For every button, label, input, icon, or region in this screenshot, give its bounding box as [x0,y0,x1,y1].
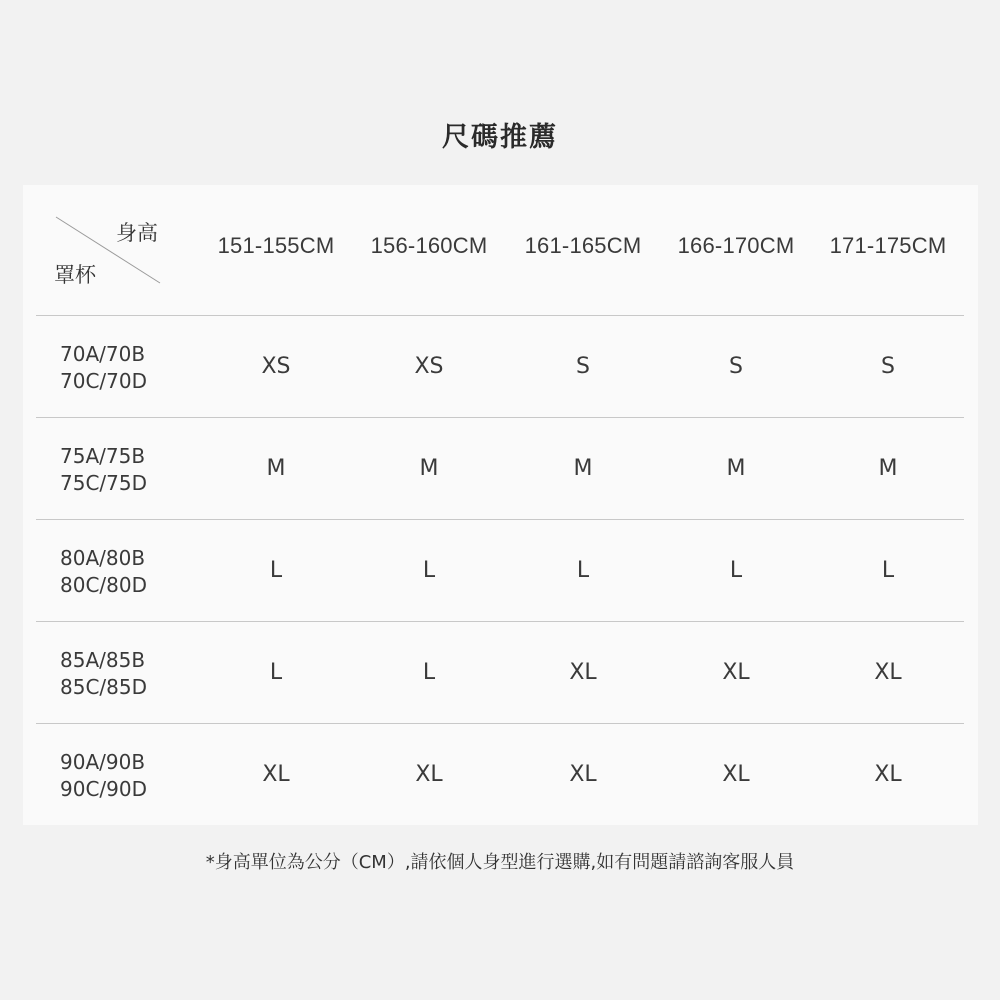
cup-axis-label: 罩杯 [54,263,96,287]
size-cell: L [881,558,895,583]
table-row [36,622,964,724]
cup-size-line: 75C/75D [60,471,148,495]
column-header: 151-155CM [217,233,335,258]
size-cell: XS [261,354,291,379]
size-chart-table [23,185,978,825]
cup-size-label [60,545,147,599]
column-header: 161-165CM [524,233,642,258]
cup-size-label [60,341,147,395]
size-cell: L [729,558,743,583]
size-cell: XL [262,762,290,787]
size-cell: L [269,660,283,685]
cup-size-line: 80C/80D [60,573,148,597]
size-cell: S [729,354,743,379]
column-header: 156-160CM [370,233,488,258]
size-cell: XL [569,762,597,787]
cup-size-line: 85C/85D [60,675,148,699]
corner-header-cell [36,185,176,315]
size-cell: L [269,558,283,583]
cup-size-line: 90A/90B [60,750,146,774]
height-axis-label: 身高 [116,221,158,245]
table-row [36,520,964,622]
cup-size-line: 90C/90D [60,777,148,801]
size-cell: L [576,558,590,583]
size-cell: L [422,660,436,685]
size-cell: M [266,456,286,481]
diagonal-divider [36,185,176,315]
cup-size-label [60,749,147,803]
cup-size-line: 80A/80B [60,546,146,570]
table-header-row [36,185,964,316]
footnote: *身高單位為公分（CM）,請依個人身型進行選購,如有問題請諮詢客服人員 [205,852,795,873]
cup-size-line: 70C/70D [60,369,148,393]
table-row [36,418,964,520]
size-cell: S [576,354,590,379]
cup-size-line: 85A/85B [60,648,146,672]
size-cell: XL [722,762,750,787]
size-cell: XL [722,660,750,685]
size-cell: XL [874,762,902,787]
table-row [36,724,964,825]
table-row [36,316,964,418]
size-cell: XL [874,660,902,685]
cup-size-line: 75A/75B [60,444,146,468]
column-header: 166-170CM [677,233,795,258]
column-header: 171-175CM [829,233,947,258]
size-cell: M [878,456,898,481]
size-cell: XL [569,660,597,685]
cup-size-label [60,647,147,701]
page-title: 尺碼推薦 [442,122,558,153]
size-cell: XL [415,762,443,787]
size-cell: M [419,456,439,481]
cup-size-line: 70A/70B [60,342,146,366]
size-cell: M [726,456,746,481]
size-cell: L [422,558,436,583]
size-cell: S [881,354,895,379]
size-cell: XS [414,354,444,379]
size-cell: M [573,456,593,481]
cup-size-label [60,443,147,497]
